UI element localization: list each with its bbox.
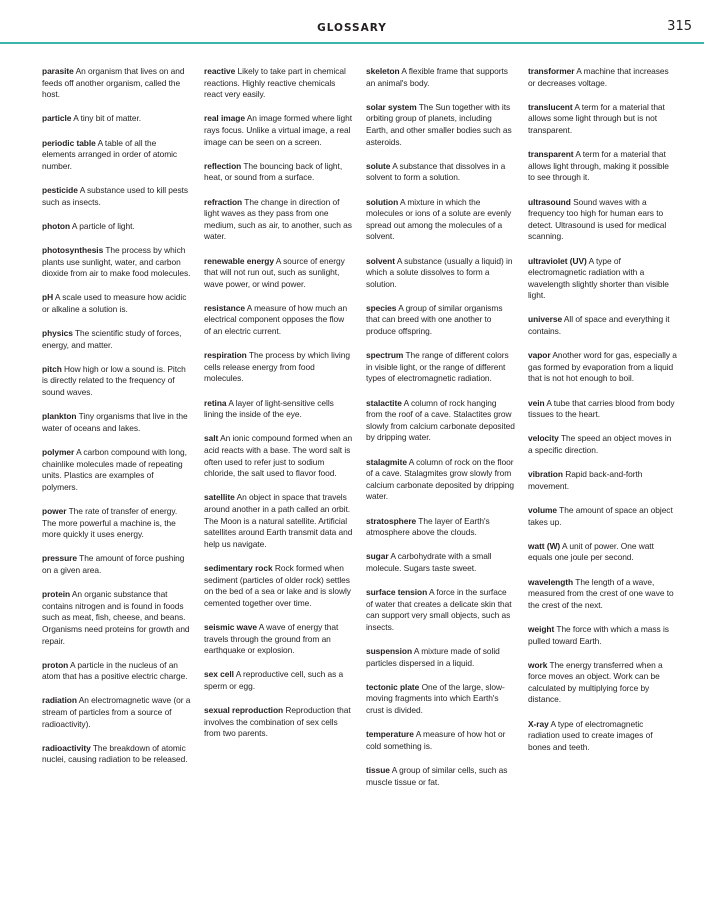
glossary-definition: A substance that dissolves in a solvent to form a solution. <box>366 160 506 183</box>
glossary-term: photon <box>42 220 71 231</box>
glossary-definition: The length of a wave, measured from the crest of one wave to the crest of the next. <box>528 576 674 610</box>
glossary-definition: The force with which a mass is pulled toward Earth. <box>528 623 669 646</box>
glossary-term: solution <box>366 196 399 207</box>
glossary-entry <box>366 102 515 148</box>
glossary-definition: A type of electromagnetic radiation used to create images of bones and teeth. <box>528 718 653 752</box>
glossary-term: pH <box>42 292 54 303</box>
glossary-definition: The change in direction of light waves as they pass from one medium, such as air, to another, such as water. <box>204 196 352 242</box>
glossary-definition: All of space and everything it contains. <box>528 314 670 337</box>
glossary-term: wavelength <box>528 576 574 587</box>
glossary-term: radioactivity <box>42 742 91 753</box>
glossary-column-4 <box>528 66 677 801</box>
glossary-entry <box>42 411 191 434</box>
glossary-term: weight <box>528 623 555 634</box>
glossary-column-1 <box>42 66 191 801</box>
glossary-definition: A source of energy that will not run out, such as sunlight, wave power, or wind power. <box>204 255 345 289</box>
glossary-definition: A table of all the elements arranged in order of atomic number. <box>42 137 178 171</box>
glossary-term: species <box>366 302 397 313</box>
glossary-term: satellite <box>204 492 235 503</box>
glossary-definition: The Sun together with its orbiting group of planets, including Earth, and other smaller bodies such as asteroids. <box>366 101 512 147</box>
glossary-entry <box>204 303 353 338</box>
glossary-entry <box>366 303 515 338</box>
glossary-definition: The energy transferred when a force moves an object. Work can be calculated by multiplying force by distance. <box>528 659 663 705</box>
glossary-entry <box>204 161 353 184</box>
glossary-term: respiration <box>204 350 247 361</box>
glossary-definition: Rapid back-and-forth movement. <box>528 469 643 491</box>
glossary-definition: A particle in the nucleus of an atom that has a positive electric charge. <box>42 659 188 682</box>
glossary-definition: An image formed where light rays focus. Unlike a virtual image, a real image can be seen on a screen. <box>204 113 353 147</box>
glossary-definition: Reproduction that involves the combination of sex cells from two parents. <box>204 705 351 739</box>
glossary-term: particle <box>42 113 72 124</box>
glossary-entry <box>528 433 677 456</box>
glossary-term: radiation <box>42 695 77 706</box>
glossary-entry <box>42 245 191 280</box>
glossary-term: ultraviolet (UV) <box>528 255 587 266</box>
glossary-term: solute <box>366 160 391 171</box>
glossary-entry <box>528 719 677 754</box>
glossary-entry <box>366 587 515 633</box>
glossary-entry <box>42 113 191 125</box>
page-number: 315 <box>667 19 692 34</box>
glossary-definition: An electromagnetic wave (or a stream of particles from a source of radioactivity). <box>42 695 191 729</box>
glossary-definition: An organism that lives on and feeds off another organism, called the host. <box>42 66 185 100</box>
glossary-term: tectonic plate <box>366 681 420 692</box>
page-header <box>0 0 704 46</box>
glossary-entry <box>204 256 353 291</box>
glossary-term: vein <box>528 397 545 408</box>
glossary-term: periodic table <box>42 137 96 148</box>
glossary-definition: A group of similar organisms that can breed with one another to produce offspring. <box>366 302 503 337</box>
glossary-entry <box>42 221 191 233</box>
glossary-term: transformer <box>528 66 575 76</box>
glossary-term: power <box>42 505 67 516</box>
glossary-term: protein <box>42 589 71 600</box>
glossary-definition: The amount of force pushing on a given area. <box>42 553 185 575</box>
header-divider <box>0 42 704 44</box>
glossary-columns <box>42 66 690 801</box>
glossary-term: ultrasound <box>528 196 571 207</box>
glossary-definition: A term for a material that allows some light through but is not transparent. <box>528 101 665 135</box>
glossary-entry <box>528 577 677 612</box>
glossary-definition: A column of rock hanging from the roof of a cave. Stalactites grow slowly from calcium carbonate deposited by dripping water. <box>366 397 515 443</box>
glossary-definition: A machine that increases or decreases voltage. <box>528 66 669 88</box>
glossary-entry <box>42 506 191 541</box>
glossary-definition: The process by which plants use sunlight, water, and carbon dioxide from air to make food molecules. <box>42 244 191 279</box>
glossary-term: velocity <box>528 433 559 444</box>
glossary-entry <box>528 314 677 337</box>
glossary-entry <box>366 646 515 669</box>
glossary-entry <box>366 197 515 243</box>
glossary-term: watt (W) <box>528 540 561 551</box>
glossary-entry <box>42 695 191 730</box>
glossary-term: suspension <box>366 646 413 657</box>
glossary-definition: The breakdown of atomic nuclei, causing radiation to be released. <box>42 742 188 765</box>
glossary-term: stalactite <box>366 397 402 408</box>
glossary-definition: A unit of power. One watt equals one joule per second. <box>528 540 654 563</box>
glossary-entry <box>42 66 191 101</box>
glossary-definition: A layer of light-sensitive cells lining the inside of the eye. <box>204 397 334 420</box>
glossary-term: reflection <box>204 160 242 171</box>
glossary-entry <box>366 516 515 539</box>
glossary-term: sex cell <box>204 669 234 680</box>
glossary-term: vibration <box>528 469 563 480</box>
glossary-entry <box>366 729 515 752</box>
glossary-definition: A group of similar cells, such as muscle tissue or fat. <box>366 765 508 787</box>
glossary-definition: How high or low a sound is. Pitch is directly related to the frequency of sound waves. <box>42 363 186 398</box>
glossary-term: temperature <box>366 729 414 740</box>
glossary-definition: A type of electromagnetic radiation with a wavelength slightly shorter than visible light. <box>528 255 669 301</box>
glossary-definition: A carbohydrate with a small molecule. Sugars taste sweet. <box>366 551 492 573</box>
glossary-term: physics <box>42 328 73 339</box>
glossary-term: translucent <box>528 101 573 112</box>
glossary-entry <box>42 589 191 647</box>
glossary-definition: Rock formed when sediment (particles of older rock) settles on the bed of a sea or lake and is slowly cemented together over time. <box>204 562 351 608</box>
glossary-term: universe <box>528 314 563 325</box>
glossary-definition: A column of rock on the floor of a cave. Stalagmites grow slowly from calcium carbonate deposited by dripping water. <box>366 456 514 502</box>
glossary-definition: A reproductive cell, such as a sperm or egg. <box>204 669 344 691</box>
glossary-term: sugar <box>366 551 389 562</box>
glossary-definition: A tube that carries blood from body tissues to the heart. <box>528 397 675 420</box>
glossary-entry <box>204 113 353 148</box>
glossary-term: stratosphere <box>366 515 417 526</box>
glossary-entry <box>204 197 353 243</box>
glossary-definition: A tiny bit of matter. <box>73 113 142 124</box>
glossary-entry <box>204 622 353 657</box>
glossary-column-2 <box>204 66 353 801</box>
glossary-entry <box>204 563 353 609</box>
glossary-term: salt <box>204 433 219 444</box>
glossary-term: vapor <box>528 350 551 361</box>
glossary-definition: One of the large, slow-moving fragments into which Earth's crust is divided. <box>366 681 505 716</box>
glossary-entry <box>528 149 677 184</box>
glossary-entry <box>42 660 191 683</box>
glossary-entry <box>528 256 677 302</box>
glossary-entry <box>42 743 191 766</box>
glossary-entry <box>528 350 677 385</box>
glossary-term: solvent <box>366 255 395 266</box>
glossary-entry <box>42 292 191 315</box>
glossary-definition: The scientific study of forces, energy, and matter. <box>42 328 182 350</box>
glossary-term: spectrum <box>366 350 404 361</box>
glossary-definition: Tiny organisms that live in the water of oceans and lakes. <box>42 411 188 433</box>
glossary-definition: A wave of energy that travels through the ground from an earthquake or explosion. <box>204 621 339 656</box>
glossary-entry <box>366 161 515 184</box>
glossary-entry <box>528 505 677 528</box>
glossary-definition: A scale used to measure how acidic or alkaline a solution is. <box>42 292 187 314</box>
glossary-definition: Another word for gas, especially a gas formed by evaporation from a liquid that is not hot enough to boil. <box>528 350 677 384</box>
glossary-term: reactive <box>204 66 236 76</box>
glossary-term: renewable energy <box>204 255 274 266</box>
glossary-term: seismic wave <box>204 621 257 632</box>
glossary-entry <box>42 328 191 351</box>
glossary-term: parasite <box>42 66 74 76</box>
glossary-term: sexual reproduction <box>204 705 284 716</box>
glossary-term: plankton <box>42 411 77 422</box>
glossary-entry <box>528 469 677 492</box>
glossary-definition: A term for a material that allows light through, making it possible to see through it. <box>528 149 669 183</box>
glossary-definition: An ionic compound formed when an acid reacts with a base. The word salt is often used to refer just to sodium chloride, the salt used to flavor food. <box>204 433 353 479</box>
glossary-entry <box>204 433 353 479</box>
glossary-entry <box>366 398 515 444</box>
glossary-entry <box>366 66 515 89</box>
glossary-entry <box>204 350 353 385</box>
glossary-term: proton <box>42 659 69 670</box>
glossary-definition: A force in the surface of water that creates a delicate skin that can support very small objects, such as insects. <box>366 587 512 632</box>
glossary-entry <box>528 624 677 647</box>
glossary-entry <box>366 256 515 291</box>
glossary-entry <box>42 553 191 576</box>
glossary-term: pressure <box>42 553 77 564</box>
glossary-term: pitch <box>42 363 62 374</box>
glossary-definition: The amount of space an object takes up. <box>528 504 673 527</box>
glossary-entry <box>366 682 515 717</box>
glossary-term: volume <box>528 504 558 515</box>
glossary-term: refraction <box>204 196 243 207</box>
glossary-definition: The process by which living cells release energy from food molecules. <box>204 350 350 384</box>
glossary-term: retina <box>204 397 227 408</box>
glossary-definition: A mixture made of solid particles dispersed in a liquid. <box>366 646 500 668</box>
glossary-term: stalagmite <box>366 456 407 467</box>
glossary-entry <box>42 185 191 208</box>
glossary-term: sedimentary rock <box>204 562 273 573</box>
glossary-definition: A measure of how hot or cold something is. <box>366 729 506 751</box>
glossary-definition: A substance (usually a liquid) in which a solute dissolves to form a solution. <box>366 255 513 289</box>
glossary-definition: A measure of how much an electrical component opposes the flow of an electric current. <box>204 302 348 337</box>
glossary-entry <box>204 66 353 101</box>
glossary-entry <box>204 492 353 550</box>
glossary-term: polymer <box>42 447 75 457</box>
page-title: GLOSSARY <box>317 22 387 34</box>
glossary-entry <box>528 66 677 89</box>
glossary-term: surface tension <box>366 587 428 598</box>
glossary-entry <box>204 669 353 692</box>
glossary-term: transparent <box>528 149 574 160</box>
glossary-term: X-ray <box>528 718 549 729</box>
glossary-term: pesticide <box>42 184 78 195</box>
glossary-column-3 <box>366 66 515 801</box>
glossary-entry <box>42 364 191 399</box>
glossary-definition: The bouncing back of light, heat, or sound from a surface. <box>204 160 343 183</box>
glossary-term: solar system <box>366 101 417 112</box>
glossary-definition: A substance used to kill pests such as insects. <box>42 184 189 207</box>
glossary-entry <box>528 541 677 564</box>
glossary-term: skeleton <box>366 66 400 76</box>
glossary-definition: An object in space that travels around another in a path called an orbit. The Moon is a natural satellite. Artificial satellites around Earth transmit data and help us navigate. <box>204 492 353 549</box>
glossary-definition: The range of different colors in visible light, or the range of different types of electromagnetic radiation. <box>366 350 509 384</box>
glossary-definition: A particle of light. <box>71 220 135 231</box>
glossary-definition: Likely to take part in chemical reactions. Highly reactive chemicals react very easily. <box>204 66 346 100</box>
glossary-definition: A flexible frame that supports an animal's body. <box>366 66 508 88</box>
glossary-entry <box>42 138 191 173</box>
glossary-term: resistance <box>204 302 245 313</box>
glossary-term: real image <box>204 113 245 124</box>
glossary-definition: The speed an object moves in a specific direction. <box>528 433 672 455</box>
glossary-term: tissue <box>366 765 390 776</box>
glossary-definition: A mixture in which the molecules or ions of a solute are evenly spread out among the molecules of a solvent. <box>366 196 512 242</box>
glossary-entry <box>528 197 677 243</box>
glossary-entry <box>528 102 677 137</box>
glossary-definition: Sound waves with a frequency too high for human ears to detect. Ultrasound is used for medical scanning. <box>528 196 667 242</box>
glossary-definition: An organic substance that contains nitrogen and is found in foods such as meat, fish, cheese, and beans. Organisms need proteins for growth and repair. <box>42 589 190 646</box>
glossary-entry <box>204 398 353 421</box>
glossary-term: work <box>528 659 548 670</box>
glossary-term: photosynthesis <box>42 244 104 255</box>
glossary-entry <box>366 350 515 385</box>
glossary-entry <box>204 705 353 740</box>
glossary-entry <box>528 398 677 421</box>
glossary-entry <box>366 457 515 503</box>
glossary-entry <box>366 551 515 574</box>
glossary-entry <box>42 447 191 493</box>
glossary-entry <box>528 660 677 706</box>
glossary-definition: The rate of transfer of energy. The more powerful a machine is, the more quickly it uses energy. <box>42 505 178 540</box>
glossary-entry <box>366 765 515 788</box>
glossary-definition: A carbon compound with long, chainlike molecules made of repeating units. Plastics are examples of polymers. <box>42 447 187 492</box>
glossary-definition: The layer of Earth's atmosphere above the clouds. <box>366 515 490 538</box>
